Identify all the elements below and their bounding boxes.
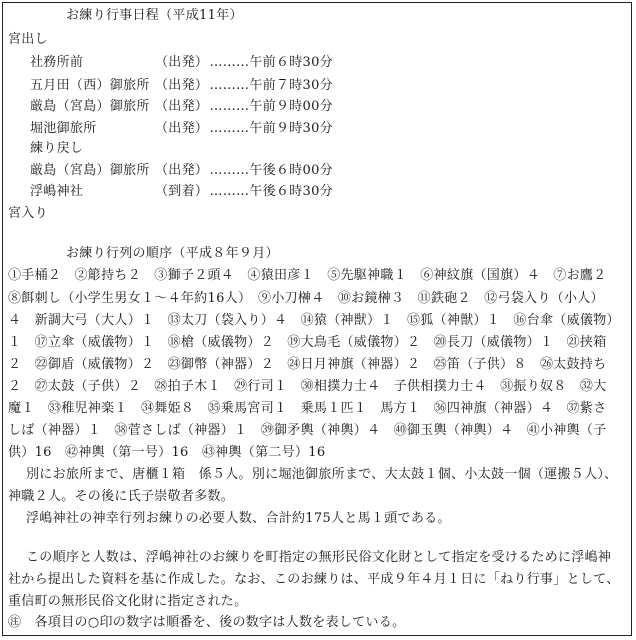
schedule-row xyxy=(30,119,333,139)
schedule-row xyxy=(30,76,333,96)
schedule-place: 堀池御旅所 xyxy=(30,121,97,136)
note-text: 各項目の○印の数字は順番を、後の数字は人数を表している。 xyxy=(34,615,406,630)
schedule-kind: （出発） xyxy=(155,99,209,114)
note-mark: ㊟ xyxy=(8,615,22,630)
schedule-time: 午前７時30分 xyxy=(249,78,333,93)
extra-note-line2: 神職２人。その後に氏子崇敬者多数。 xyxy=(8,489,235,504)
footer-note xyxy=(8,613,405,633)
miyadashi-label: 宮出し xyxy=(8,32,48,47)
schedule-dots: ……… xyxy=(209,184,250,199)
footer-para-line1: この順序と人数は、浮嶋神社のお練りを町指定の無形民俗文化財として指定を受けるために浮嶋神 xyxy=(26,550,612,565)
miyairi-label: 宮入り xyxy=(8,206,48,221)
procession-line: 魔１ ㉝稚児神楽１ ㉞舞姫８ ㉟乗馬宮司１ 乗馬１匹１ 馬方１ ㊱四神旗（神器）４ ㊲紫さ xyxy=(8,401,607,416)
schedule-dots: ……… xyxy=(209,99,250,114)
procession-line: ①手桶２ ②簓持ち２ ③獅子２頭４ ④猿田彦１ ⑤先駆神職１ ⑥神紋旗（国旗）４ ⑦お鷹２ xyxy=(8,268,607,283)
footer-para-line3: 重信町の無形民俗文化財に指定された。 xyxy=(8,594,248,609)
schedule-row xyxy=(30,53,333,73)
schedule-time: 午後６時30分 xyxy=(249,184,333,199)
schedule-time: 午前９時00分 xyxy=(249,99,333,114)
procession-line: １ ⑰立傘（威儀物）１ ⑱槍（威儀物）２ ⑲大鳥毛（威儀物）２ ⑳長刀（威儀物）１ ㉑挟箱 xyxy=(8,335,607,350)
schedule-place: 社務所前 xyxy=(30,55,84,70)
schedule-time: 午前６時30分 xyxy=(249,55,333,70)
schedule-row xyxy=(30,182,333,202)
total-line: 浮嶋神社の神幸行列お練りの必要人数、合計約175人と馬１頭である。 xyxy=(26,511,451,526)
schedule-dots: ……… xyxy=(209,55,250,70)
schedule-place: 厳島（宮島）御旅所 xyxy=(30,99,150,114)
schedule-dots: ……… xyxy=(209,78,250,93)
procession-line: ２ ㉒御盾（威儀物）２ ㉓御幣（神器）２ ㉔日月神旗（神器）２ ㉕笛（子供）８ ㉖太鼓持ち xyxy=(8,357,607,372)
schedule-row xyxy=(30,161,333,181)
schedule-time: 午前９時30分 xyxy=(249,121,333,136)
schedule-place: 浮嶋神社 xyxy=(30,184,84,199)
procession-line: 供）16 ㊷神輿（第一号）16 ㊸神輿（第二号）16 xyxy=(8,445,326,460)
schedule-row xyxy=(30,97,333,117)
schedule-place: 五月田（西）御旅所 xyxy=(30,78,150,93)
schedule-time: 午後６時00分 xyxy=(249,163,333,178)
schedule-kind: （到着） xyxy=(155,184,209,199)
schedule-dots: ……… xyxy=(209,121,250,136)
procession-heading: お練り行列の順序（平成８年９月） xyxy=(66,246,279,261)
schedule-kind: （出発） xyxy=(155,121,209,136)
return-label: 練り戻し xyxy=(30,141,84,156)
extra-note-line1: 別にお旅所まで、唐櫃１箱 係５人。別に堀池御旅所まで、大太鼓１個、小太鼓一個（運搬５人）、 xyxy=(26,467,618,482)
procession-line: しば（神器）１ ㊳菅さしば（神器）１ ㊴御矛輿（神輿）４ ㊵御玉輿（神輿）４ ㊶小神輿（子 xyxy=(8,423,607,438)
procession-line: ２ ㉗太鼓（子供）２ ㉘拍子木１ ㉙行司１ ㉚相撲力士４ 子供相撲力士４ ㉛振り奴８ ㉜大 xyxy=(8,379,607,394)
procession-line: ⑧餌刺し（小学生男女１～４年約16人） ⑨小刀榊４ ⑩お鏡榊３ ⑪鉄砲２ ⑫弓袋入り（小人） xyxy=(8,291,604,306)
footer-para-line2: 社から提出した資料を基に作成した。なお、このお練りは、平成９年４月１日に「ねり行事」として、 xyxy=(8,572,620,587)
schedule-heading: お練り行事日程（平成11年） xyxy=(66,8,243,23)
schedule-kind: （出発） xyxy=(155,55,209,70)
schedule-place: 厳島（宮島）御旅所 xyxy=(30,163,150,178)
schedule-dots: ……… xyxy=(209,163,250,178)
procession-line: ４ 新調大弓（大人）１ ⑬太刀（袋入り）４ ⑭猿（神獣）１ ⑮狐（神獣）１ ⑯台傘（威儀物） xyxy=(8,313,620,328)
schedule-kind: （出発） xyxy=(155,78,209,93)
schedule-kind: （出発） xyxy=(155,163,209,178)
